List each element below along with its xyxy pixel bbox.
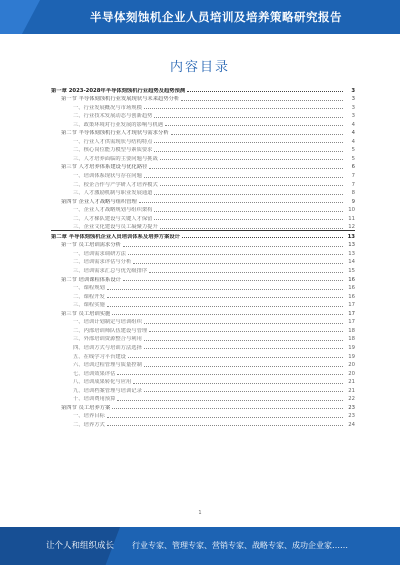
toc-leader-dots [123,280,343,281]
toc-entry-page: 12 [348,224,355,231]
toc-item-row[interactable] [51,153,355,162]
toc-leader-dots [149,331,343,332]
toc-section-row[interactable] [51,162,355,171]
toc-entry-title: 二、行业技术发展动态与创新趋势 [73,113,153,120]
toc-entry-page: 20 [348,370,355,377]
toc-entry-page: 6 [351,164,355,171]
toc-item-row[interactable] [51,291,355,300]
toc-item-row[interactable] [51,351,355,360]
toc-item-row[interactable] [51,317,355,326]
toc-entry-title: 一、培训体系现状与存在问题 [73,173,142,180]
toc-entry-page: 7 [351,173,355,180]
toc-entry-page: 16 [348,293,355,300]
toc-leader-dots [144,177,343,178]
toc-entry-page: 24 [348,421,355,428]
toc-leader-dots [144,366,343,367]
toc-entry-title: 二、培训需求评估与分析 [73,259,132,266]
toc-item-row[interactable] [51,188,355,197]
toc-entry-page: 23 [348,404,355,411]
toc-entry-title: 第二节 培训课程体系设计 [61,276,121,283]
toc-entry-title: 十、培训费用预算 [73,396,116,403]
toc-leader-dots [144,108,343,109]
toc-item-row[interactable] [51,342,355,351]
page-number: 1 [198,510,202,516]
toc-entry-title: 第二节 半导体刻蚀机行业人才现状与需求分析 [61,130,169,137]
toc-leader-dots [117,400,343,401]
toc-leader-dots [160,228,343,229]
header-accent [0,0,40,34]
toc-leader-dots [182,237,343,238]
toc-leader-dots [128,357,343,358]
toc-entry-page: 9 [351,198,355,205]
toc-leader-dots [154,142,343,143]
toc-entry-page: 11 [348,215,355,222]
toc-item-row[interactable] [51,411,355,420]
toc-leader-dots [112,314,343,315]
report-header [0,0,400,34]
toc-entry-title: 第三节 员工培训实施 [61,310,111,317]
toc-entry-title: 八、培训成果转化与应用 [73,379,132,386]
toc-entry-title: 第四节 企业人才战略与组织管理 [61,198,137,205]
toc-leader-dots [139,202,343,203]
toc-item-row[interactable] [51,300,355,309]
toc-leader-dots [123,246,343,247]
toc-leader-dots [112,408,343,409]
toc-item-row[interactable] [51,334,355,343]
toc-item-row[interactable] [51,145,355,154]
toc-item-row[interactable] [51,257,355,266]
toc-entry-title: 三、企业文化建设与员工凝聚力提升 [73,224,158,231]
toc-heading: 内容目录 [169,60,230,75]
toc-entry-title: 五、在线学习平台建设 [73,353,126,360]
toc-leader-dots [144,348,343,349]
toc-leader-dots [165,125,343,126]
toc-section-row[interactable] [51,274,355,283]
table-of-contents [51,85,355,428]
toc-entry-title: 二、培养方式 [73,421,105,428]
toc-leader-dots [107,289,343,290]
toc-item-row[interactable] [51,325,355,334]
toc-entry-page: 8 [351,190,355,197]
toc-entry-page: 7 [351,181,355,188]
toc-item-row[interactable] [51,368,355,377]
toc-entry-title: 六、培训过程管理与质量控制 [73,362,142,369]
toc-entry-title: 第三节 人才培养体系建设与优化路径 [61,164,148,171]
toc-entry-page: 17 [348,319,355,326]
toc-leader-dots [160,185,343,186]
toc-entry-title: 三、政策环境对行业发展的影响与机遇 [73,121,164,128]
toc-entry-title: 一、企业人才战略规划与组织架构 [73,207,153,214]
toc-entry-title: 一、培训计划制定与培训组织 [73,319,142,326]
toc-entry-title: 三、课程实施 [73,302,105,309]
toc-entry-page: 10 [348,207,355,214]
toc-entry-page: 21 [348,379,355,386]
toc-chapter-row[interactable] [51,85,355,94]
toc-section-row[interactable] [51,94,355,103]
toc-leader-dots [107,417,343,418]
toc-item-row[interactable] [51,136,355,145]
toc-leader-dots [171,134,343,135]
toc-leader-dots [133,383,343,384]
toc-leader-dots [107,306,343,307]
toc-item-row[interactable] [51,265,355,274]
toc-entry-page: 13 [348,250,355,257]
toc-item-row[interactable] [51,111,355,120]
toc-entry-page: 20 [348,362,355,369]
toc-entry-title: 一、培训需求调研方法 [73,250,126,257]
toc-item-row[interactable] [51,179,355,188]
toc-entry-page: 16 [348,276,355,283]
toc-entry-title: 一、课程规划 [73,285,105,292]
toc-entry-title: 一、行业人才供需现状与结构特点 [73,138,153,145]
toc-entry-title: 二、人才梯队建设与关键人才保留 [73,215,153,222]
toc-item-row[interactable] [51,385,355,394]
toc-entry-page: 3 [351,104,355,111]
toc-entry-title: 二、课程开发 [73,293,105,300]
toc-entry-title: 二、校企合作与产学研人才培养模式 [73,181,158,188]
toc-entry-page: 15 [348,268,355,275]
toc-entry-page: 23 [348,413,355,420]
footer-experts: 行业专家、管理专家、营销专家、战略专家、成功企业家…… [132,541,348,550]
toc-leader-dots [154,211,343,212]
toc-entry-page: 3 [351,113,355,120]
toc-entry-page: 5 [351,155,355,162]
toc-leader-dots [154,117,343,118]
toc-section-row[interactable] [51,240,355,249]
toc-leader-dots [144,391,343,392]
toc-entry-page: 4 [351,138,355,145]
toc-leader-dots [154,194,343,195]
toc-item-row[interactable] [51,419,355,428]
toc-leader-dots [144,340,343,341]
toc-entry-title: 三、人才激励机制与职业发展通道 [73,190,153,197]
toc-leader-dots [128,254,343,255]
toc-entry-title: 四、培训方式与培训方法选择 [73,344,142,351]
toc-entry-page: 18 [348,336,355,343]
toc-item-row[interactable] [51,283,355,292]
toc-entry-page: 5 [351,147,355,154]
toc-entry-page: 17 [348,302,355,309]
toc-leader-dots [117,374,343,375]
toc-entry-page: 3 [351,87,355,94]
toc-entry-title: 七、培训效果评估 [73,370,116,377]
toc-section-row[interactable] [51,128,355,137]
toc-entry-page: 13 [348,242,355,249]
toc-leader-dots [187,91,343,92]
toc-leader-dots [144,323,343,324]
toc-entry-title: 二、核心岗位能力模型与素质要求 [73,147,153,154]
toc-entry-title: 第一节 员工培训需求分析 [61,242,121,249]
toc-leader-dots [154,219,343,220]
toc-item-row[interactable] [51,170,355,179]
toc-entry-title: 一、行业发展概况与市场规模 [73,104,142,111]
report-title: 半导体刻蚀机企业人员培训及培养策略研究报告 [90,10,342,24]
toc-item-row[interactable] [51,394,355,403]
toc-leader-dots [154,151,343,152]
toc-entry-title: 二、内部培训师队伍建设与管理 [73,327,148,334]
toc-entry-page: 18 [348,327,355,334]
toc-item-row[interactable] [51,205,355,214]
toc-entry-page: 3 [351,96,355,103]
toc-entry-page: 19 [348,353,355,360]
toc-item-row[interactable] [51,377,355,386]
toc-entry-title: 三、人才培养面临的主要问题与挑战 [73,155,158,162]
toc-entry-page: 13 [347,233,355,240]
toc-item-row[interactable] [51,360,355,369]
toc-entry-title: 第四节 员工培养方案 [61,404,111,411]
toc-entry-title: 第一节 半导体刻蚀机行业发展现状与未来趋势分析 [61,96,180,103]
toc-entry-page: 19 [348,344,355,351]
toc-item-row[interactable] [51,213,355,222]
toc-entry-title: 三、外部培训资源整合与利用 [73,336,142,343]
toc-entry-title: 一、培养目标 [73,413,105,420]
toc-entry-page: 17 [348,310,355,317]
toc-leader-dots [181,100,343,101]
toc-entry-page: 22 [348,396,355,403]
toc-chapter-row[interactable] [51,230,355,240]
toc-leader-dots [133,263,343,264]
toc-item-row[interactable] [51,119,355,128]
toc-section-row[interactable] [51,402,355,411]
toc-item-row[interactable] [51,102,355,111]
toc-item-row[interactable] [51,248,355,257]
toc-item-row[interactable] [51,222,355,231]
toc-leader-dots [149,272,343,273]
toc-entry-page: 21 [348,387,355,394]
toc-leader-dots [107,425,343,426]
toc-section-row[interactable] [51,308,355,317]
toc-leader-dots [160,159,343,160]
toc-entry-page: 4 [351,130,355,137]
toc-entry-title: 三、培训需求汇总与优先级排序 [73,268,148,275]
toc-entry-title: 第一章 2023-2028年半导体刻蚀机行业趋势及趋势预测 [51,87,186,94]
report-footer [0,527,400,565]
toc-entry-page: 16 [348,285,355,292]
toc-leader-dots [107,297,343,298]
footer-slogan: 让个人和组织成长 [46,541,115,551]
toc-entry-page: 4 [351,121,355,128]
toc-entry-page: 14 [348,259,355,266]
toc-entry-title: 第二章 半导体刻蚀机企业人员培训体系及培养方案设计 [51,233,180,240]
toc-section-row[interactable] [51,196,355,205]
toc-entry-title: 九、培训档案管理与培训记录 [73,387,142,394]
toc-leader-dots [149,168,343,169]
